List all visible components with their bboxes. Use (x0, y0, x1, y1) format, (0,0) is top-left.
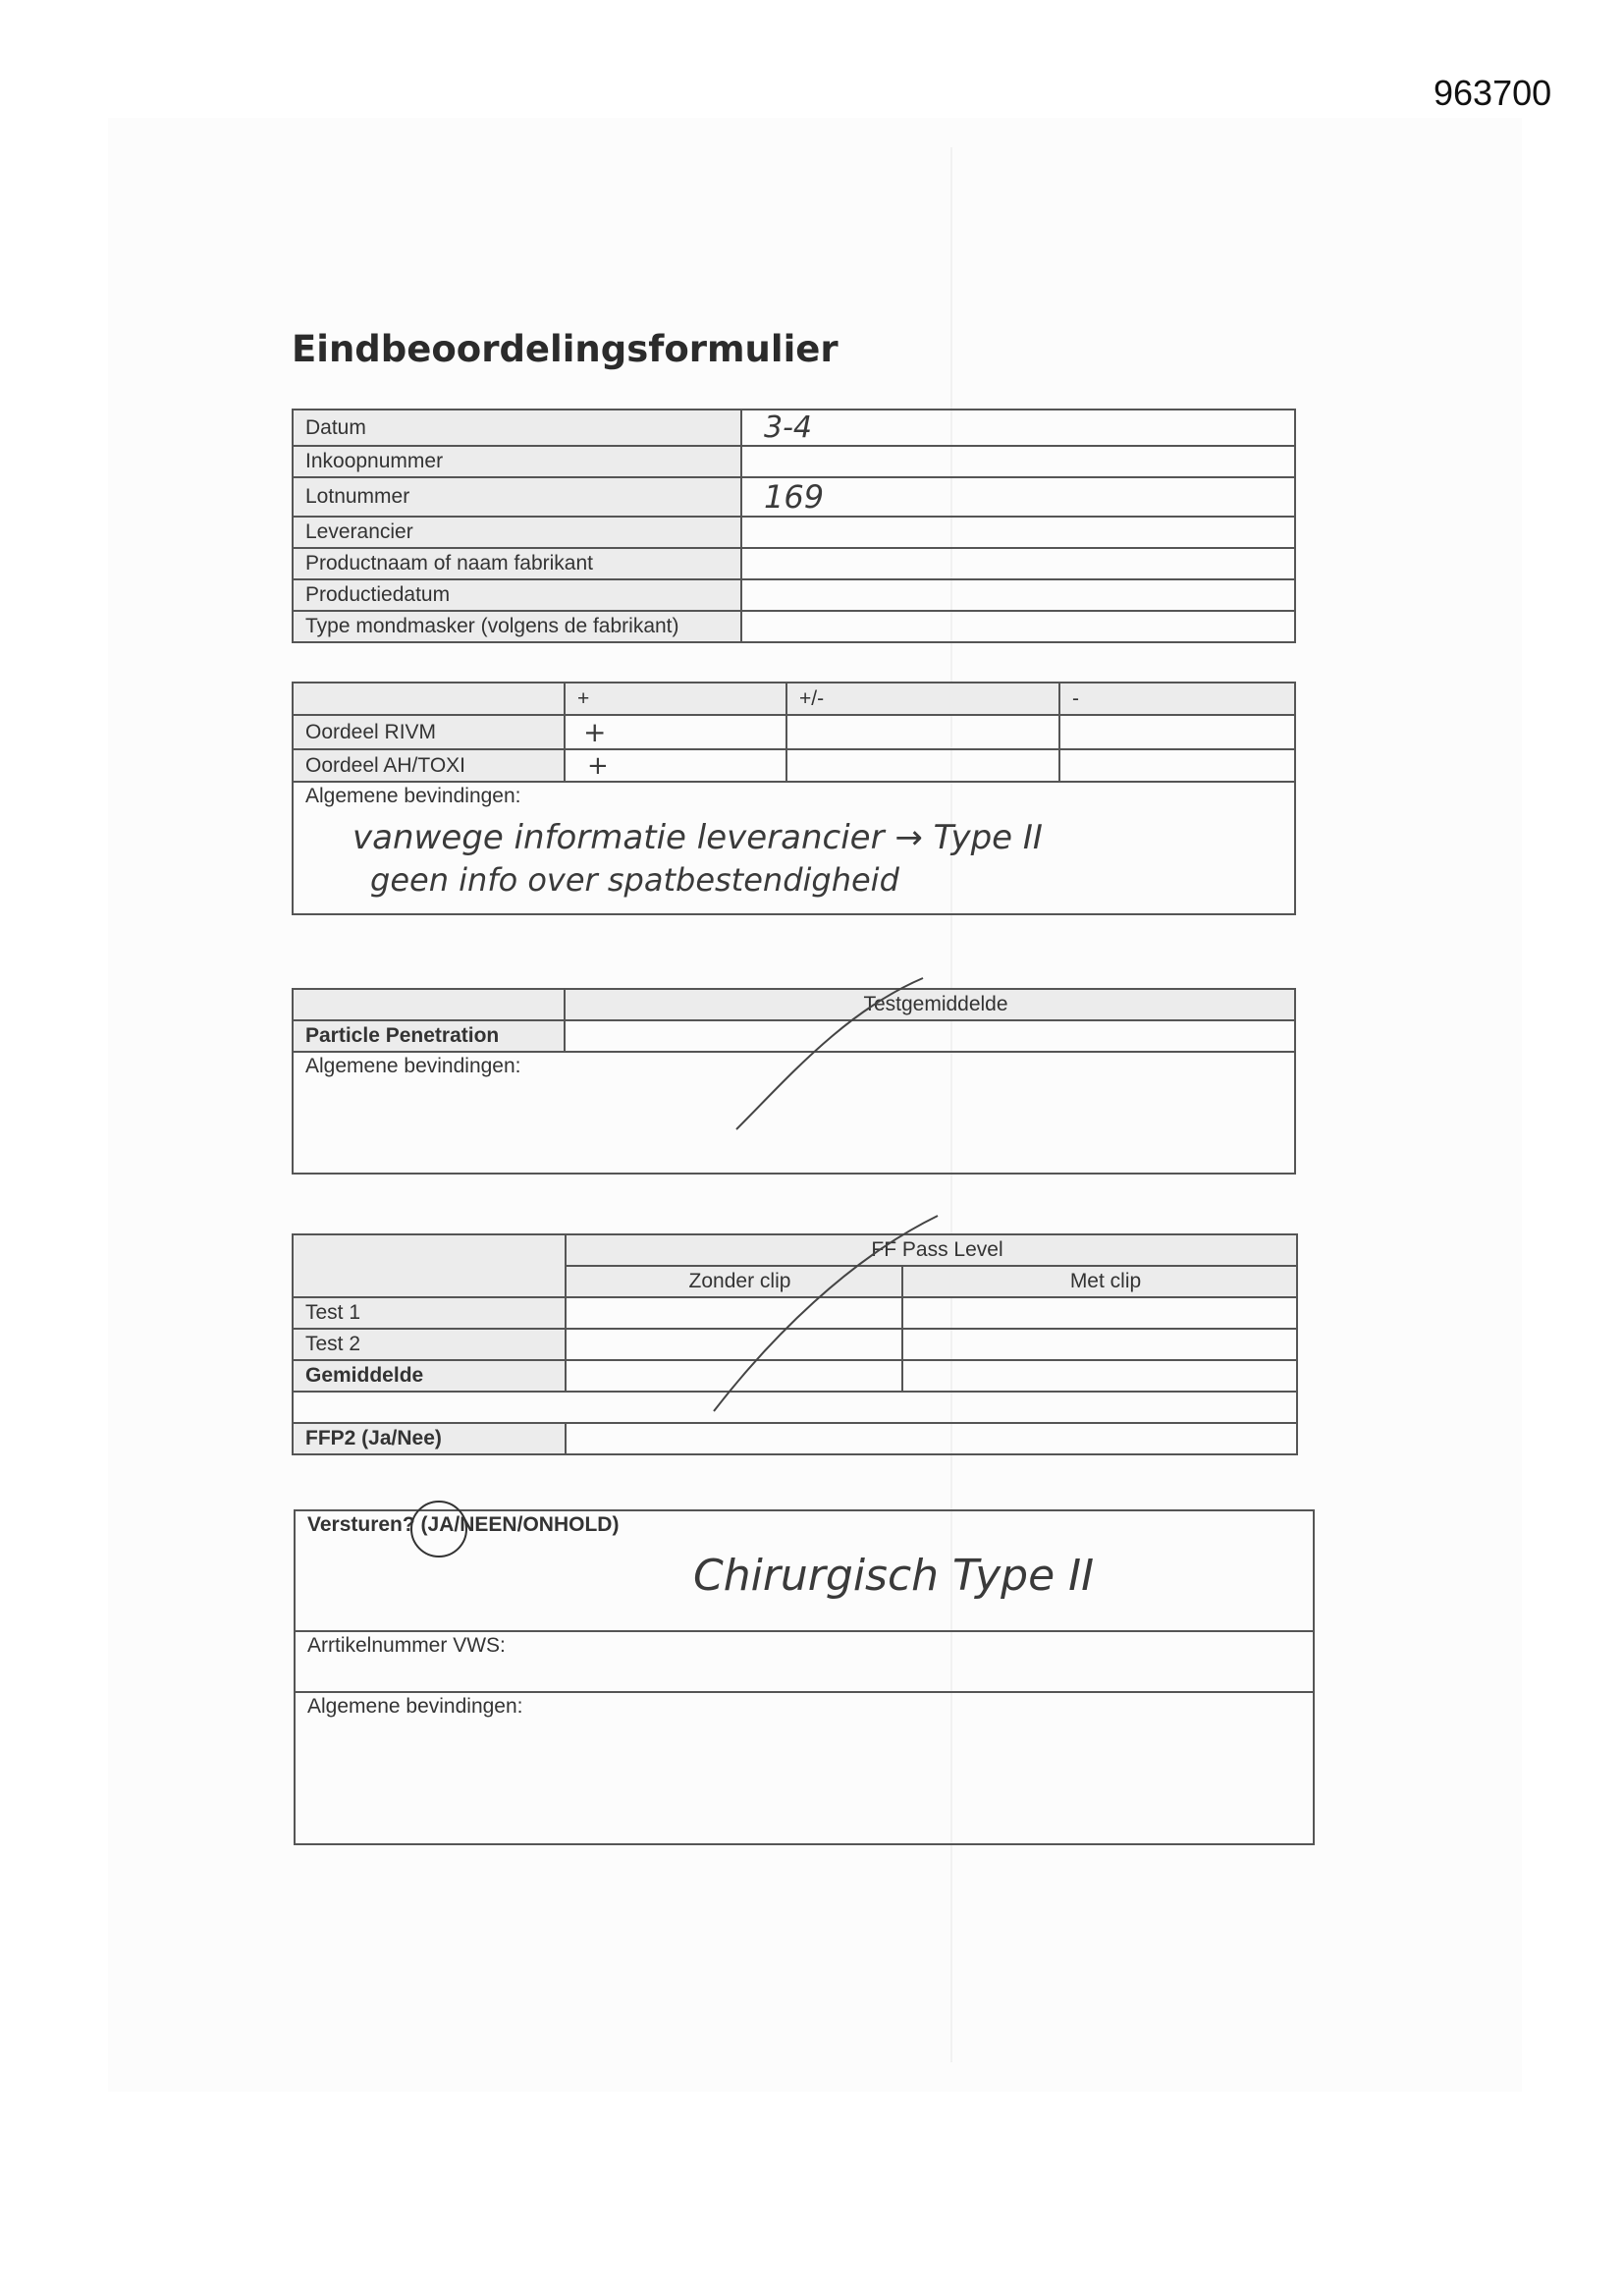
decision-findings-cell[interactable] (295, 1692, 1314, 1844)
findings-label: Algemene bevindingen: (307, 1695, 523, 1718)
header-met-clip: Met clip (902, 1266, 1297, 1297)
header-blank (293, 683, 565, 715)
header-blank (293, 989, 565, 1020)
row-label: Particle Penetration (293, 1020, 565, 1052)
handwritten-finding-2: geen info over spatbestendigheid (370, 861, 899, 899)
header-ff-pass-level: FF Pass Level (566, 1234, 1297, 1266)
leverancier-field[interactable] (741, 517, 1295, 548)
findings-label: Algemene bevindingen: (305, 785, 521, 807)
ahtoxi-plus-cell[interactable]: + (565, 749, 786, 782)
row-label: Oordeel RIVM (293, 715, 565, 749)
page-title: Eindbeoordelingsformulier (292, 328, 839, 370)
test1-met-field[interactable] (902, 1297, 1297, 1329)
table-row (293, 749, 1295, 782)
header-testgemiddelde: Testgemiddelde (565, 989, 1295, 1020)
table-row (293, 446, 1295, 477)
type-mondmasker-field[interactable] (741, 611, 1295, 642)
rivm-plusminus-cell[interactable] (786, 715, 1059, 749)
particle-penetration-table (292, 988, 1296, 1175)
fit-test-table (292, 1233, 1298, 1455)
row-label: Leverancier (293, 517, 741, 548)
productnaam-field[interactable] (741, 548, 1295, 579)
versturen-label: Versturen? (JA/NEEN/ONHOLD) (307, 1513, 620, 1536)
table-row (295, 1510, 1314, 1631)
row-label: Datum (293, 410, 741, 446)
ffp2-field[interactable] (566, 1423, 1297, 1454)
row-label: FFP2 (Ja/Nee) (293, 1423, 566, 1454)
ahtoxi-plusminus-cell[interactable] (786, 749, 1059, 782)
option-ja[interactable]: JA (427, 1513, 455, 1536)
ahtoxi-minus-cell[interactable] (1059, 749, 1295, 782)
test1-zonder-field[interactable] (566, 1297, 902, 1329)
particle-findings-cell[interactable] (293, 1052, 1295, 1174)
table-row (293, 1020, 1295, 1052)
document-number: 963700 (1434, 73, 1552, 113)
table-row (293, 611, 1295, 642)
row-label: Productiedatum (293, 579, 741, 611)
table-row (293, 579, 1295, 611)
header-blank (293, 1234, 566, 1297)
row-label: Test 1 (293, 1297, 566, 1329)
inkoopnummer-field[interactable] (741, 446, 1295, 477)
table-row (293, 410, 1295, 446)
table-row (293, 1052, 1295, 1174)
row-label: Gemiddelde (293, 1360, 566, 1392)
artikelnummer-label: Arrtikelnummer VWS: (307, 1634, 506, 1657)
row-label: Type mondmasker (volgens de fabrikant) (293, 611, 741, 642)
table-row (295, 1692, 1314, 1844)
artikelnummer-cell[interactable] (295, 1631, 1314, 1692)
header-plusminus: +/- (786, 683, 1059, 715)
header-zonder-clip: Zonder clip (566, 1266, 902, 1297)
table-row (293, 477, 1295, 517)
lotnummer-field[interactable]: 169 (741, 477, 1295, 517)
spacer-cell (293, 1392, 1297, 1423)
table-row (293, 1423, 1297, 1454)
productiedatum-field[interactable] (741, 579, 1295, 611)
gemiddelde-zonder-field[interactable] (566, 1360, 902, 1392)
table-header-row (293, 1234, 1297, 1266)
table-row (293, 1329, 1297, 1360)
table-row (293, 782, 1295, 914)
product-info-table (292, 409, 1296, 643)
test2-zonder-field[interactable] (566, 1329, 902, 1360)
row-label: Inkoopnummer (293, 446, 741, 477)
table-row (293, 1360, 1297, 1392)
table-row (293, 715, 1295, 749)
rivm-minus-cell[interactable] (1059, 715, 1295, 749)
table-row (295, 1631, 1314, 1692)
table-spacer-row (293, 1392, 1297, 1423)
handwritten-decision: Chirurgisch Type II (693, 1551, 1095, 1601)
gemiddelde-met-field[interactable] (902, 1360, 1297, 1392)
table-row (293, 1297, 1297, 1329)
table-row (293, 517, 1295, 548)
decision-table (294, 1509, 1315, 1845)
handwritten-finding-1: vanwege informatie leverancier → Type II (352, 818, 1043, 857)
findings-cell[interactable] (293, 782, 1295, 914)
header-minus: - (1059, 683, 1295, 715)
test2-met-field[interactable] (902, 1329, 1297, 1360)
table-row (293, 548, 1295, 579)
versturen-cell[interactable] (295, 1510, 1314, 1631)
table-header-row (293, 683, 1295, 715)
judgement-table (292, 682, 1296, 915)
particle-value-field[interactable] (565, 1020, 1295, 1052)
row-label: Lotnummer (293, 477, 741, 517)
table-header-row (293, 989, 1295, 1020)
header-plus: + (565, 683, 786, 715)
row-label: Oordeel AH/TOXI (293, 749, 565, 782)
option-neen[interactable]: NEEN (460, 1513, 517, 1536)
option-onhold[interactable]: ONHOLD (522, 1513, 613, 1536)
rivm-plus-cell[interactable]: + (565, 715, 786, 749)
datum-field[interactable]: 3-4 (741, 410, 1295, 446)
row-label: Test 2 (293, 1329, 566, 1360)
row-label: Productnaam of naam fabrikant (293, 548, 741, 579)
findings-label: Algemene bevindingen: (305, 1055, 521, 1077)
